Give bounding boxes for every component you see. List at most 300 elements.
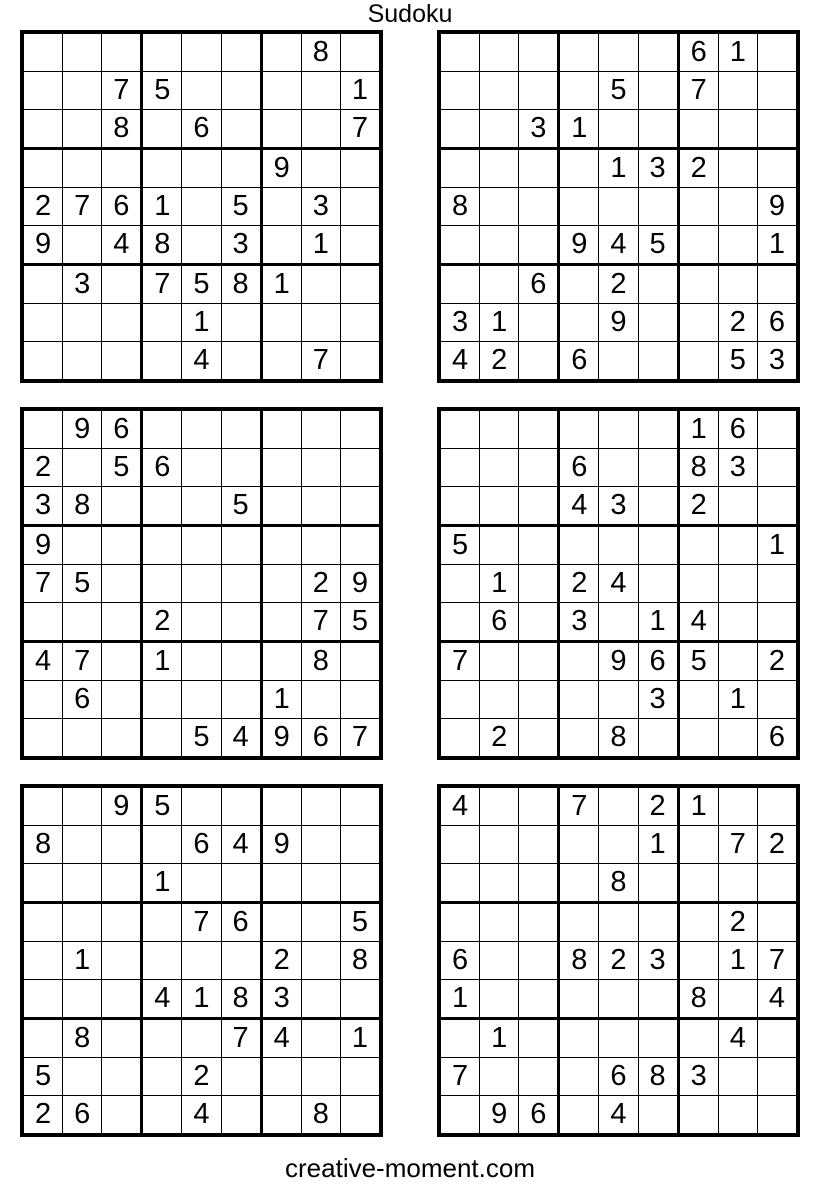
sudoku-cell [718, 642, 757, 681]
sudoku-cell: 7 [221, 1019, 261, 1058]
sudoku-cell [142, 487, 182, 526]
sudoku-cell [480, 409, 519, 449]
sudoku-cell [757, 149, 798, 188]
sudoku-cell [718, 149, 757, 188]
sudoku-cell [519, 409, 559, 449]
sudoku-cell [599, 32, 638, 72]
sudoku-cell: 8 [63, 1019, 102, 1058]
sudoku-grid-3 [20, 407, 383, 760]
sudoku-cell: 2 [599, 942, 638, 980]
sudoku-cell [559, 526, 599, 565]
sudoku-grid-1 [20, 30, 383, 383]
sudoku-cell [142, 409, 182, 449]
sudoku-cell: 4 [142, 980, 182, 1019]
sudoku-cell [142, 342, 182, 382]
sudoku-cell [678, 526, 718, 565]
sudoku-cell [63, 526, 102, 565]
sudoku-cell [102, 864, 142, 903]
sudoku-cell: 4 [22, 642, 63, 681]
sudoku-cell [519, 526, 559, 565]
sudoku-cell [757, 864, 798, 903]
sudoku-cell [261, 786, 301, 826]
sudoku-cell: 8 [678, 449, 718, 487]
sudoku-row [22, 449, 381, 487]
sudoku-cell [301, 786, 340, 826]
sudoku-cell [182, 487, 221, 526]
sudoku-cell [519, 72, 559, 110]
sudoku-cell [718, 864, 757, 903]
sudoku-row [22, 32, 381, 72]
sudoku-cell [678, 1019, 718, 1058]
sudoku-cell [519, 826, 559, 864]
sudoku-cell [340, 409, 381, 449]
sudoku-cell [102, 980, 142, 1019]
sudoku-cell [102, 826, 142, 864]
sudoku-row [439, 565, 798, 603]
sudoku-cell: 1 [638, 603, 678, 642]
sudoku-row [22, 72, 381, 110]
sudoku-cell: 1 [182, 980, 221, 1019]
sudoku-cell: 8 [221, 265, 261, 304]
sudoku-cell [678, 903, 718, 942]
sudoku-cell [261, 32, 301, 72]
sudoku-row [22, 188, 381, 226]
sudoku-cell [261, 226, 301, 265]
sudoku-cell [718, 1058, 757, 1096]
sudoku-cell [439, 1096, 480, 1136]
sudoku-cell [102, 1019, 142, 1058]
sudoku-cell [142, 903, 182, 942]
sudoku-cell [142, 32, 182, 72]
sudoku-cell: 6 [182, 110, 221, 149]
sudoku-cell [142, 826, 182, 864]
sudoku-cell [22, 72, 63, 110]
sudoku-cell [63, 719, 102, 759]
sudoku-cell [638, 719, 678, 759]
sudoku-cell [261, 449, 301, 487]
sudoku-cell [102, 642, 142, 681]
sudoku-cell: 2 [301, 565, 340, 603]
sudoku-cell [102, 1058, 142, 1096]
sudoku-cell [301, 681, 340, 719]
sudoku-cell: 9 [559, 226, 599, 265]
sudoku-row [22, 786, 381, 826]
sudoku-cell [301, 1019, 340, 1058]
sudoku-cell [182, 72, 221, 110]
sudoku-cell [718, 188, 757, 226]
sudoku-cell [221, 864, 261, 903]
sudoku-cell: 4 [678, 603, 718, 642]
sudoku-cell [22, 1019, 63, 1058]
sudoku-cell [142, 526, 182, 565]
sudoku-cell [559, 409, 599, 449]
sudoku-row [439, 980, 798, 1019]
sudoku-cell [102, 304, 142, 342]
sudoku-cell: 2 [757, 826, 798, 864]
sudoku-cell: 7 [301, 342, 340, 382]
sudoku-cell: 2 [718, 903, 757, 942]
sudoku-cell [182, 526, 221, 565]
sudoku-cell [142, 110, 182, 149]
sudoku-cell [519, 188, 559, 226]
sudoku-cell [439, 110, 480, 149]
sudoku-cell [22, 304, 63, 342]
sudoku-cell [718, 265, 757, 304]
sudoku-cell [599, 409, 638, 449]
sudoku-row [22, 342, 381, 382]
sudoku-cell [480, 32, 519, 72]
sudoku-cell [559, 903, 599, 942]
sudoku-cell [638, 72, 678, 110]
sudoku-cell [599, 188, 638, 226]
sudoku-cell [22, 265, 63, 304]
sudoku-row [439, 642, 798, 681]
sudoku-cell [599, 1019, 638, 1058]
sudoku-cell [340, 188, 381, 226]
sudoku-cell [439, 226, 480, 265]
sudoku-row [22, 526, 381, 565]
sudoku-cell: 8 [599, 864, 638, 903]
sudoku-cell: 6 [182, 826, 221, 864]
sudoku-cell [301, 903, 340, 942]
sudoku-cell: 1 [261, 681, 301, 719]
sudoku-cell [221, 409, 261, 449]
sudoku-cell: 4 [182, 342, 221, 382]
sudoku-cell [599, 449, 638, 487]
sudoku-cell: 3 [678, 1058, 718, 1096]
sudoku-cell [678, 942, 718, 980]
page-title: Sudoku [367, 0, 453, 28]
sudoku-cell: 1 [718, 681, 757, 719]
sudoku-cell [102, 526, 142, 565]
sudoku-cell [221, 942, 261, 980]
sudoku-cell [340, 342, 381, 382]
sudoku-cell [599, 603, 638, 642]
sudoku-cell: 7 [340, 110, 381, 149]
sudoku-cell [340, 487, 381, 526]
sudoku-cell [261, 903, 301, 942]
sudoku-cell [678, 226, 718, 265]
sudoku-cell: 1 [480, 304, 519, 342]
sudoku-cell [718, 110, 757, 149]
sudoku-cell: 6 [221, 903, 261, 942]
sudoku-cell: 6 [718, 409, 757, 449]
sudoku-cell [63, 32, 102, 72]
sudoku-cell [757, 1096, 798, 1136]
sudoku-row [22, 942, 381, 980]
sudoku-cell [559, 681, 599, 719]
sudoku-cell: 7 [439, 1058, 480, 1096]
sudoku-cell [221, 449, 261, 487]
sudoku-cell [142, 719, 182, 759]
sudoku-cell [599, 110, 638, 149]
sudoku-cell: 3 [439, 304, 480, 342]
sudoku-cell: 5 [63, 565, 102, 603]
sudoku-cell [678, 719, 718, 759]
sudoku-cell: 8 [599, 719, 638, 759]
sudoku-row [22, 565, 381, 603]
sudoku-cell [757, 409, 798, 449]
sudoku-cell [22, 149, 63, 188]
sudoku-cell: 6 [678, 32, 718, 72]
sudoku-cell: 6 [757, 719, 798, 759]
sudoku-row [22, 980, 381, 1019]
sudoku-cell [63, 226, 102, 265]
sudoku-grid-5 [20, 784, 383, 1137]
sudoku-cell [638, 265, 678, 304]
sudoku-cell [757, 487, 798, 526]
sudoku-cell [301, 110, 340, 149]
sudoku-cell [221, 1096, 261, 1136]
sudoku-cell: 3 [638, 681, 678, 719]
sudoku-cell [102, 719, 142, 759]
sudoku-cell [142, 681, 182, 719]
sudoku-cell: 6 [757, 304, 798, 342]
sudoku-cell [519, 603, 559, 642]
sudoku-cell [261, 188, 301, 226]
sudoku-cell: 9 [261, 149, 301, 188]
sudoku-cell [480, 449, 519, 487]
sudoku-cell [638, 565, 678, 603]
sudoku-cell [559, 1096, 599, 1136]
sudoku-cell [718, 786, 757, 826]
sudoku-cell [678, 110, 718, 149]
sudoku-cell [142, 1096, 182, 1136]
sudoku-cell [182, 942, 221, 980]
sudoku-cell: 6 [102, 188, 142, 226]
sudoku-cell [559, 149, 599, 188]
sudoku-cell [102, 32, 142, 72]
sudoku-cell [439, 565, 480, 603]
sudoku-cell [519, 719, 559, 759]
sudoku-cell [63, 864, 102, 903]
sudoku-cell [22, 719, 63, 759]
sudoku-cell: 2 [22, 1096, 63, 1136]
sudoku-cell [142, 942, 182, 980]
sudoku-row [22, 642, 381, 681]
sudoku-cell: 5 [340, 903, 381, 942]
sudoku-cell: 1 [718, 32, 757, 72]
sudoku-row [439, 786, 798, 826]
sudoku-cell: 4 [599, 565, 638, 603]
sudoku-cell [63, 1058, 102, 1096]
sudoku-cell: 9 [599, 304, 638, 342]
sudoku-cell [221, 72, 261, 110]
sudoku-cell: 5 [439, 526, 480, 565]
sudoku-cell: 8 [301, 1096, 340, 1136]
sudoku-cell: 4 [221, 826, 261, 864]
sudoku-cell: 4 [599, 1096, 638, 1136]
sudoku-cell [102, 1096, 142, 1136]
sudoku-cell: 7 [757, 942, 798, 980]
sudoku-cell [439, 826, 480, 864]
sudoku-cell [638, 342, 678, 382]
sudoku-cell [261, 409, 301, 449]
sudoku-row [439, 487, 798, 526]
sudoku-cell [63, 903, 102, 942]
sudoku-cell [182, 32, 221, 72]
sudoku-cell [638, 188, 678, 226]
sudoku-cell [678, 565, 718, 603]
sudoku-cell [638, 1096, 678, 1136]
sudoku-cell: 1 [63, 942, 102, 980]
sudoku-cell [261, 526, 301, 565]
sudoku-grid-2 [437, 30, 800, 383]
sudoku-cell: 1 [142, 864, 182, 903]
sudoku-cell [63, 149, 102, 188]
sudoku-cell [718, 487, 757, 526]
sudoku-cell: 4 [261, 1019, 301, 1058]
sudoku-grid-4 [437, 407, 800, 760]
sudoku-row [439, 32, 798, 72]
sudoku-cell: 8 [678, 980, 718, 1019]
sudoku-cell [221, 526, 261, 565]
sudoku-cell: 7 [439, 642, 480, 681]
sudoku-cell [559, 1019, 599, 1058]
sudoku-cell [480, 226, 519, 265]
sudoku-cell: 1 [718, 942, 757, 980]
sudoku-cell [519, 1058, 559, 1096]
sudoku-cell [559, 719, 599, 759]
sudoku-row [439, 719, 798, 759]
sudoku-cell: 1 [757, 226, 798, 265]
sudoku-cell: 7 [301, 603, 340, 642]
sudoku-cell [261, 565, 301, 603]
sudoku-cell [102, 487, 142, 526]
sudoku-cell [261, 304, 301, 342]
sudoku-cell [221, 642, 261, 681]
sudoku-cell [63, 603, 102, 642]
sudoku-cell [599, 681, 638, 719]
sudoku-cell: 8 [22, 826, 63, 864]
sudoku-cell [757, 681, 798, 719]
sudoku-row [439, 110, 798, 149]
sudoku-cell [480, 980, 519, 1019]
sudoku-row [22, 110, 381, 149]
sudoku-cell [757, 903, 798, 942]
sudoku-cell [439, 487, 480, 526]
sudoku-cell [599, 826, 638, 864]
sudoku-row [439, 188, 798, 226]
sudoku-cell [757, 110, 798, 149]
sudoku-row [439, 903, 798, 942]
sudoku-row [439, 342, 798, 382]
sudoku-cell: 1 [142, 642, 182, 681]
sudoku-cell [519, 449, 559, 487]
sudoku-row [439, 149, 798, 188]
sudoku-cell: 9 [599, 642, 638, 681]
sudoku-cell [559, 304, 599, 342]
sudoku-cell: 6 [599, 1058, 638, 1096]
sudoku-cell [718, 980, 757, 1019]
sudoku-cell [757, 565, 798, 603]
sudoku-cell [638, 526, 678, 565]
sudoku-cell [480, 826, 519, 864]
sudoku-cell: 4 [102, 226, 142, 265]
sudoku-row [22, 1096, 381, 1136]
sudoku-cell [22, 409, 63, 449]
sudoku-cell [261, 1058, 301, 1096]
sudoku-cell: 7 [718, 826, 757, 864]
sudoku-row [439, 265, 798, 304]
sudoku-cell [519, 304, 559, 342]
sudoku-row [439, 864, 798, 903]
sudoku-cell: 8 [301, 32, 340, 72]
sudoku-cell [439, 1019, 480, 1058]
sudoku-cell [63, 304, 102, 342]
sudoku-cell [22, 980, 63, 1019]
sudoku-cell [102, 149, 142, 188]
sudoku-cell: 6 [439, 942, 480, 980]
sudoku-cell [340, 864, 381, 903]
sudoku-cell [480, 942, 519, 980]
sudoku-row [439, 1019, 798, 1058]
sudoku-cell [439, 603, 480, 642]
sudoku-row [22, 487, 381, 526]
sudoku-cell: 6 [102, 409, 142, 449]
sudoku-cell [182, 864, 221, 903]
sudoku-cell: 4 [439, 342, 480, 382]
sudoku-cell [559, 72, 599, 110]
sudoku-cell [480, 642, 519, 681]
sudoku-cell [301, 942, 340, 980]
sudoku-cell [757, 603, 798, 642]
sudoku-cell [182, 565, 221, 603]
sudoku-cell: 3 [638, 149, 678, 188]
sudoku-cell [718, 1096, 757, 1136]
sudoku-cell [301, 409, 340, 449]
sudoku-row [439, 72, 798, 110]
sudoku-cell [22, 681, 63, 719]
sudoku-row [22, 864, 381, 903]
sudoku-cell: 5 [638, 226, 678, 265]
sudoku-cell: 3 [559, 603, 599, 642]
sudoku-cell: 9 [757, 188, 798, 226]
sudoku-cell [301, 265, 340, 304]
sudoku-cell [559, 1058, 599, 1096]
sudoku-cell [102, 903, 142, 942]
sudoku-row [22, 226, 381, 265]
sudoku-cell [599, 903, 638, 942]
sudoku-cell [182, 681, 221, 719]
sudoku-row [22, 903, 381, 942]
sudoku-row [22, 826, 381, 864]
sudoku-cell: 1 [301, 226, 340, 265]
sudoku-cell: 1 [757, 526, 798, 565]
sudoku-cell [261, 1096, 301, 1136]
sudoku-cell [261, 72, 301, 110]
sudoku-cell: 1 [142, 188, 182, 226]
sudoku-cell [22, 32, 63, 72]
sudoku-cell [678, 1096, 718, 1136]
sudoku-row [22, 603, 381, 642]
sudoku-cell: 7 [182, 903, 221, 942]
sudoku-cell [439, 72, 480, 110]
sudoku-cell: 4 [182, 1096, 221, 1136]
sudoku-cell [718, 226, 757, 265]
sudoku-cell [559, 32, 599, 72]
sudoku-cell: 7 [102, 72, 142, 110]
sudoku-cell [757, 449, 798, 487]
sudoku-cell: 2 [182, 1058, 221, 1096]
sudoku-cell [480, 864, 519, 903]
sudoku-cell: 8 [102, 110, 142, 149]
sudoku-cell: 5 [340, 603, 381, 642]
sudoku-cell [182, 786, 221, 826]
sudoku-cell [757, 1019, 798, 1058]
sudoku-cell [757, 265, 798, 304]
sudoku-cell [340, 149, 381, 188]
